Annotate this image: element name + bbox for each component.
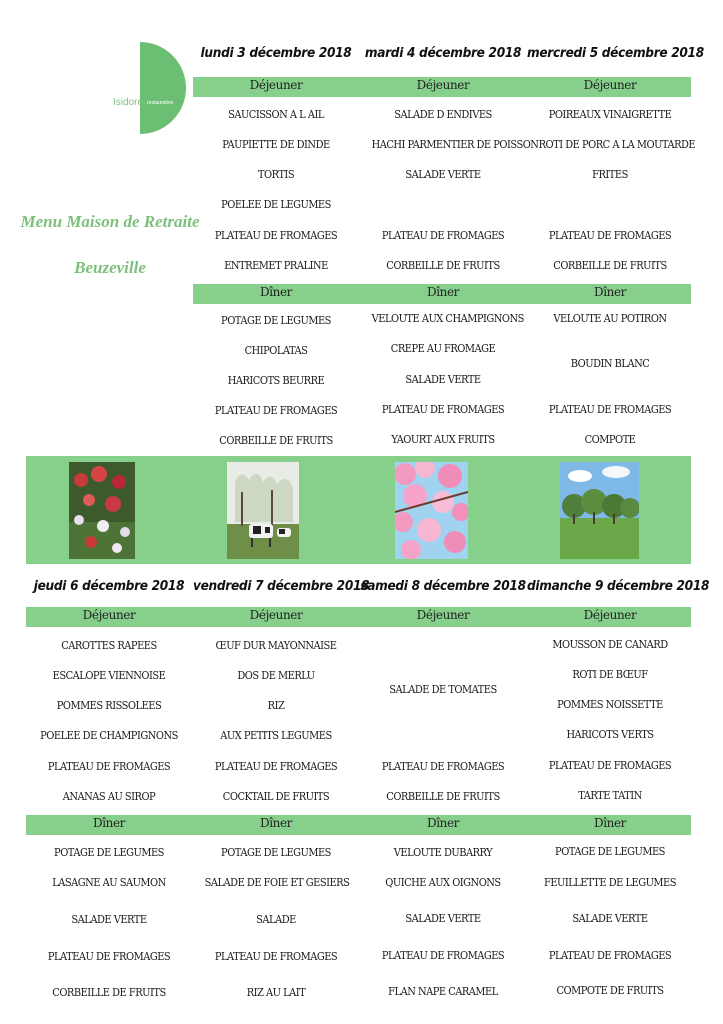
dish: HARICOTS VERTS [566, 727, 654, 741]
day-title: vendredi 7 décembre 2018 [193, 578, 370, 594]
dish: PLATEAU DE FROMAGES [381, 402, 505, 416]
dish: YAOURT AUX FRUITS [391, 432, 495, 446]
lunch-label: Déjeuner [416, 78, 470, 92]
dish: ROTI DE BŒUF [572, 667, 648, 681]
dish: PLATEAU DE FROMAGES [47, 949, 171, 963]
dish: ŒUF DUR MAYONNAISE [215, 638, 337, 652]
lunch-label: Déjeuner [249, 608, 303, 622]
dish: POELEE DE LEGUMES [221, 197, 331, 211]
dish: POTAGE DE LEGUMES [221, 313, 331, 327]
cherry-blossom-photo [395, 462, 468, 559]
dish: RIZ [267, 698, 285, 712]
dish: CORBEILLE DE FRUITS [52, 985, 166, 999]
dish: CORBEILLE DE FRUITS [219, 433, 333, 447]
dish: VELOUTE AU POTIRON [553, 311, 667, 325]
logo-word: Isidore [113, 97, 144, 108]
dish: DOS DE MERLU [237, 668, 315, 682]
dish: AUX PETITS LEGUMES [220, 728, 332, 742]
dish: PLATEAU DE FROMAGES [381, 759, 505, 773]
dish: ESCALOPE VIENNOISE [52, 668, 166, 682]
dish: PLATEAU DE FROMAGES [381, 948, 505, 962]
day-title: jeudi 6 décembre 2018 [33, 578, 185, 594]
day-title: mardi 4 décembre 2018 [364, 45, 522, 61]
lunch-label: Déjeuner [416, 608, 470, 622]
dish: SALADE VERTE [572, 911, 648, 925]
dish: FRITES [592, 167, 628, 181]
day-title: samedi 8 décembre 2018 [360, 578, 526, 594]
menu-title: Menu Maison de Retraite [20, 212, 200, 231]
dish: ROTI DE PORC A LA MOUTARDE [538, 137, 696, 151]
day-title: lundi 3 décembre 2018 [200, 45, 352, 61]
lunch-label: Déjeuner [583, 608, 637, 622]
day-title: dimanche 9 décembre 2018 [527, 578, 710, 594]
dish: TARTE TATIN [578, 788, 642, 802]
dish: FLAN NAPE CARAMEL [388, 984, 498, 998]
dish: ANANAS AU SIROP [62, 789, 156, 803]
dish: QUICHE AUX OIGNONS [385, 875, 501, 889]
dinner-label: Dîner [593, 816, 627, 830]
photo-band [26, 456, 691, 564]
isidore-logo [113, 42, 186, 135]
dish: PAUPIETTE DE DINDE [222, 137, 330, 151]
dinner-label: Dîner [426, 816, 460, 830]
dish: POMMES NOISSETTE [557, 697, 663, 711]
dish: POTAGE DE LEGUMES [54, 845, 164, 859]
dish: SALADE VERTE [405, 911, 481, 925]
dinner-label: Dîner [92, 816, 126, 830]
dish: CREPE AU FROMAGE [390, 341, 496, 355]
dish: PLATEAU DE FROMAGES [214, 949, 338, 963]
dinner-label: Dîner [259, 816, 293, 830]
dish: SALADE D ENDIVES [394, 107, 492, 121]
day-title: mercredi 5 décembre 2018 [527, 45, 704, 61]
dish: POTAGE DE LEGUMES [555, 844, 665, 858]
dish: CORBEILLE DE FRUITS [386, 789, 500, 803]
dish: HARICOTS BEURRE [227, 373, 325, 387]
dish: PLATEAU DE FROMAGES [214, 228, 338, 242]
dish: CHIPOLATAS [244, 343, 308, 357]
dish: PLATEAU DE FROMAGES [214, 403, 338, 417]
dish: PLATEAU DE FROMAGES [381, 228, 505, 242]
dish: HACHI PARMENTIER DE POISSON [371, 137, 539, 151]
lunch-label: Déjeuner [583, 78, 637, 92]
dish: SALADE DE FOIE ET GESIERS [204, 875, 350, 889]
dish: VELOUTE DUBARRY [393, 845, 493, 859]
dish: SAUCISSON A L AIL [228, 107, 324, 121]
logo-shape [140, 42, 186, 134]
dish: PLATEAU DE FROMAGES [47, 759, 171, 773]
dish: FEUILLETTE DE LEGUMES [543, 875, 677, 889]
dish: PLATEAU DE FROMAGES [548, 402, 672, 416]
dish: CORBEILLE DE FRUITS [386, 258, 500, 272]
dish: RIZ AU LAIT [246, 985, 306, 999]
dish: POTAGE DE LEGUMES [221, 845, 331, 859]
dish: SALADE [256, 912, 296, 926]
flowers-photo [69, 462, 135, 559]
dish: COMPOTE [584, 432, 636, 446]
dinner-label: Dîner [426, 285, 460, 299]
dish: VELOUTE AUX CHAMPIGNONS [371, 311, 524, 325]
dish: SALADE DE TOMATES [389, 682, 497, 696]
lunch-label: Déjeuner [82, 608, 136, 622]
cows-orchard-photo [227, 462, 299, 559]
dinner-label: Dîner [259, 285, 293, 299]
menu-subtitle: Beuzeville [74, 258, 146, 277]
dish: SALADE VERTE [71, 912, 147, 926]
dinner-label: Dîner [593, 285, 627, 299]
dish: ENTREMET PRALINE [224, 258, 328, 272]
trees-field-photo [560, 462, 639, 559]
dish: MOUSSON DE CANARD [552, 637, 668, 651]
dish: SALADE VERTE [405, 167, 481, 181]
dish: PLATEAU DE FROMAGES [548, 948, 672, 962]
dish: POELEE DE CHAMPIGNONS [40, 728, 178, 742]
dish: POMMES RISSOLEES [56, 698, 162, 712]
dish: POIREAUX VINAIGRETTE [548, 107, 672, 121]
dish: COMPOTE DE FRUITS [556, 983, 664, 997]
dish: CORBEILLE DE FRUITS [553, 258, 667, 272]
lunch-label: Déjeuner [249, 78, 303, 92]
dish: CAROTTES RAPEES [61, 638, 157, 652]
dish: SALADE VERTE [405, 372, 481, 386]
dish: PLATEAU DE FROMAGES [214, 759, 338, 773]
dish: LASAGNE AU SAUMON [52, 875, 166, 889]
logo-tagline: restauration [147, 100, 174, 106]
dish: BOUDIN BLANC [570, 356, 650, 370]
dish: COCKTAIL DE FRUITS [222, 789, 330, 803]
dish: PLATEAU DE FROMAGES [548, 758, 672, 772]
dish: PLATEAU DE FROMAGES [548, 228, 672, 242]
dish: TORTIS [257, 167, 295, 181]
